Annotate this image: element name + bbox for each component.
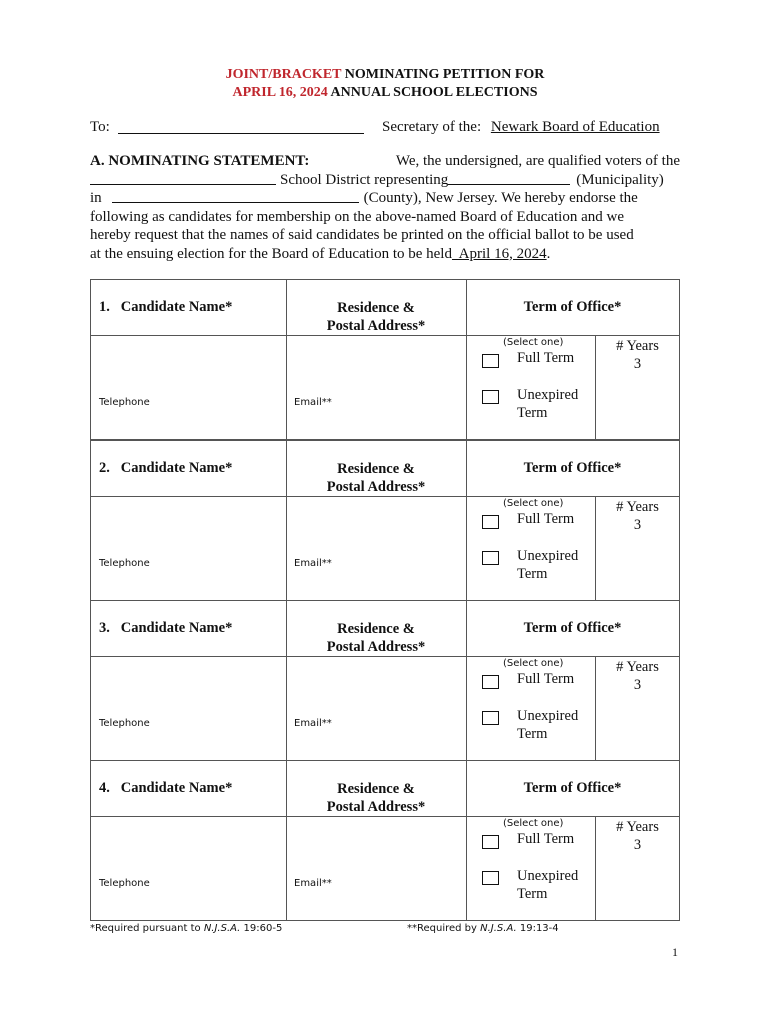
statement-line3b: (County), New Jersey. We hereby endorse the	[363, 190, 638, 206]
statement-heading: A. NOMINATING STATEMENT:	[90, 153, 310, 169]
full-term-checkbox[interactable]	[482, 515, 499, 529]
term-header: Term of Office*	[523, 299, 622, 315]
email-label: Email**	[294, 558, 332, 569]
years-cell: # Years 3	[616, 659, 659, 693]
unexpired-term-label: Unexpired Term	[517, 387, 579, 421]
candidate-block-3	[90, 600, 680, 761]
footnote-required-pursuant: *Required pursuant to N.J.S.A. 19:60-5	[90, 923, 283, 934]
full-term-checkbox[interactable]	[482, 835, 499, 849]
school-district-blank[interactable]	[90, 171, 276, 185]
residence-header: Residence & Postal Address*	[326, 300, 426, 334]
statement-line3a: in	[90, 190, 102, 206]
candidate-name-label: 3. Candidate Name*	[99, 620, 233, 636]
secretary-label: Secretary of the:	[382, 119, 482, 135]
unexpired-term-checkbox[interactable]	[482, 711, 499, 725]
unexpired-term-label: Unexpired Term	[517, 708, 579, 742]
full-term-label: Full Term	[517, 671, 575, 687]
footnote-required-by: **Required by N.J.S.A. 19:13-4	[407, 923, 559, 934]
unexpired-term-checkbox[interactable]	[482, 390, 499, 404]
page-number: 1	[672, 945, 678, 959]
telephone-label: Telephone	[99, 558, 150, 569]
residence-header: Residence & Postal Address*	[326, 621, 426, 655]
select-one-note: (Select one)	[503, 818, 564, 829]
title-highlight-date: APRIL 16, 2024	[232, 85, 328, 100]
title-line1-rest: NOMINATING PETITION FOR	[341, 67, 545, 82]
full-term-checkbox[interactable]	[482, 354, 499, 368]
candidate-block-4	[90, 760, 680, 921]
title-highlight-joint: JOINT/BRACKET	[225, 67, 342, 82]
county-blank[interactable]	[112, 189, 359, 203]
statement-line1: We, the undersigned, are qualified voters of the	[395, 153, 680, 169]
statement-line5: hereby request that the names of said candidates be printed on the official ballot to be used	[90, 227, 634, 243]
candidate-name-label: 2. Candidate Name*	[99, 460, 233, 476]
full-term-label: Full Term	[517, 511, 575, 527]
unexpired-term-checkbox[interactable]	[482, 871, 499, 885]
statement-line2b: (Municipality)	[576, 171, 664, 188]
select-one-note: (Select one)	[503, 337, 564, 348]
full-term-checkbox[interactable]	[482, 675, 499, 689]
full-term-label: Full Term	[517, 831, 575, 847]
to-label: To:	[90, 119, 110, 135]
petition-title	[0, 66, 770, 102]
years-cell: # Years 3	[616, 338, 659, 372]
candidate-name-label: 4. Candidate Name*	[99, 780, 233, 796]
email-label: Email**	[294, 878, 332, 889]
candidate-name-label: 1. Candidate Name*	[99, 299, 233, 315]
nominating-statement	[90, 152, 680, 263]
telephone-label: Telephone	[99, 718, 150, 729]
municipality-blank[interactable]	[448, 171, 570, 185]
statement-line2a: School District representing	[280, 171, 449, 188]
to-row	[90, 119, 680, 139]
candidate-block-2	[90, 440, 680, 601]
telephone-label: Telephone	[99, 397, 150, 408]
residence-header: Residence & Postal Address*	[326, 461, 426, 495]
term-header: Term of Office*	[523, 780, 622, 796]
election-date: April 16, 2024	[451, 245, 547, 262]
term-header: Term of Office*	[523, 620, 622, 636]
email-label: Email**	[294, 718, 332, 729]
residence-header: Residence & Postal Address*	[326, 781, 426, 815]
full-term-label: Full Term	[517, 350, 575, 366]
telephone-label: Telephone	[99, 878, 150, 889]
email-label: Email**	[294, 397, 332, 408]
term-header: Term of Office*	[523, 460, 622, 476]
years-cell: # Years 3	[616, 819, 659, 853]
years-cell: # Years 3	[616, 499, 659, 533]
unexpired-term-label: Unexpired Term	[517, 868, 579, 902]
to-blank-field[interactable]	[118, 133, 364, 134]
select-one-note: (Select one)	[503, 658, 564, 669]
statement-period: .	[546, 245, 551, 262]
candidate-block-1	[90, 279, 680, 440]
select-one-note: (Select one)	[503, 498, 564, 509]
board-name: Newark Board of Education	[490, 119, 660, 135]
secretary-line	[382, 119, 660, 136]
unexpired-term-label: Unexpired Term	[517, 548, 579, 582]
statement-line6: at the ensuing election for the Board of Education to be held	[90, 245, 452, 262]
statement-line4: following as candidates for membership on the above-named Board of Education and we	[90, 208, 625, 225]
unexpired-term-checkbox[interactable]	[482, 551, 499, 565]
title-line2-rest: ANNUAL SCHOOL ELECTIONS	[327, 85, 538, 100]
